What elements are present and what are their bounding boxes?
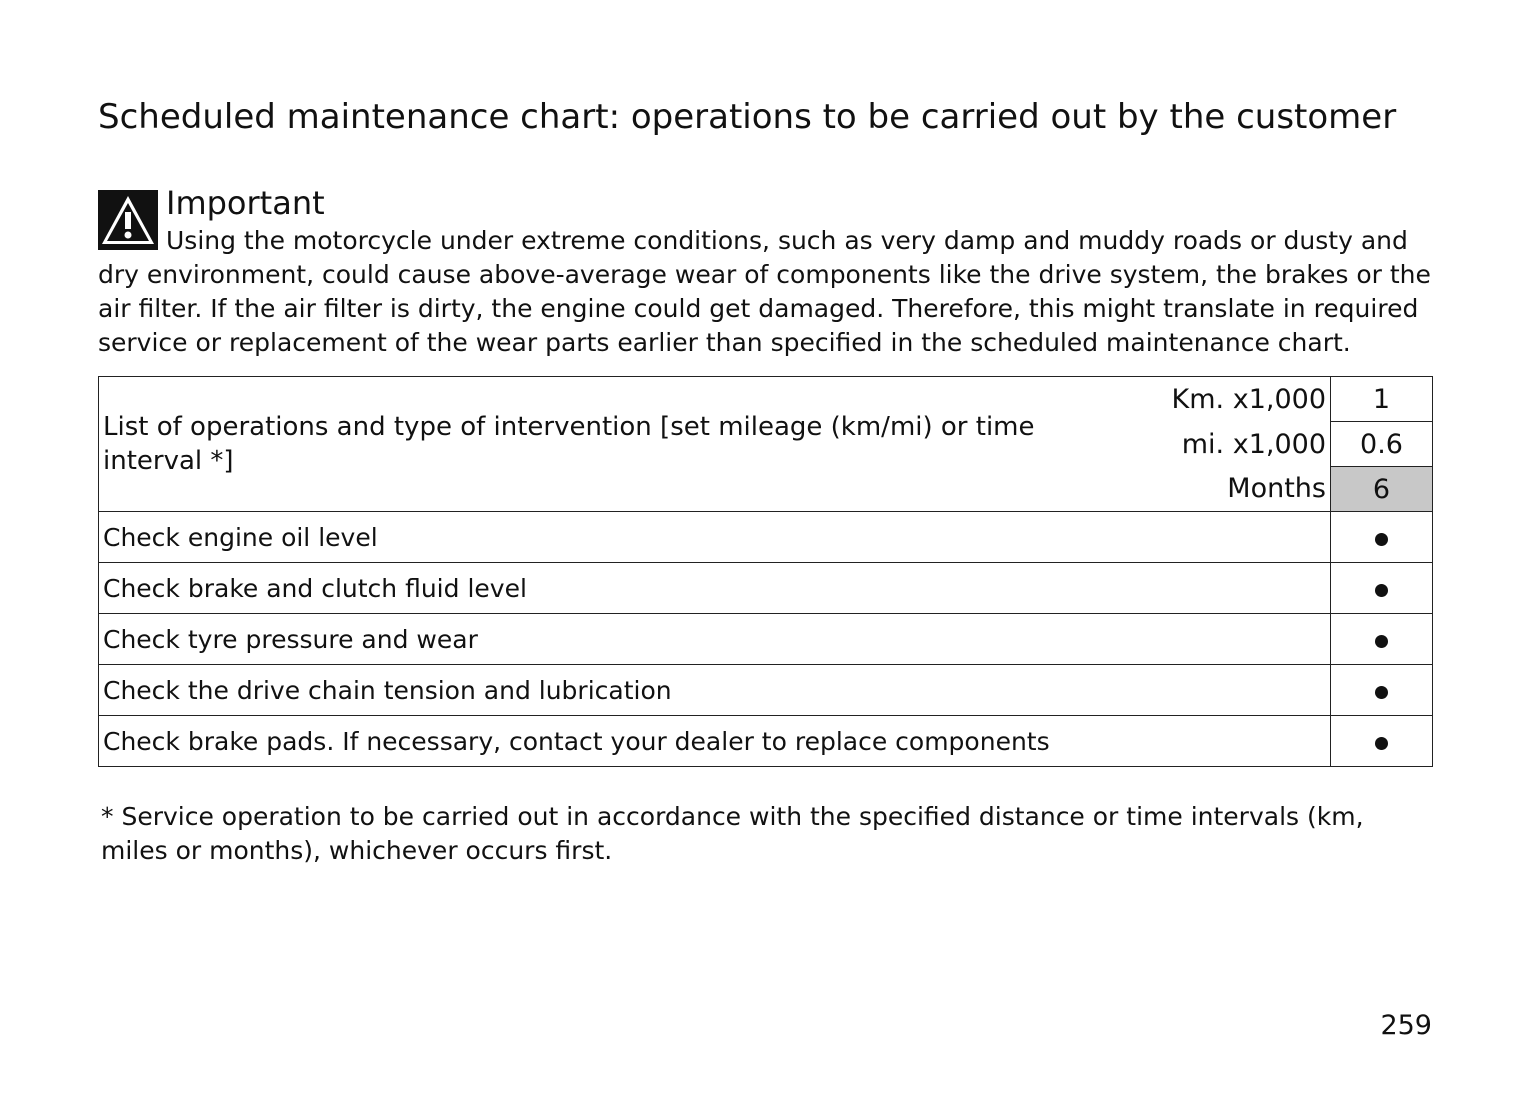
table-row — [99, 665, 1433, 716]
table-header-row — [99, 377, 1433, 422]
operation-spacer — [1087, 563, 1331, 614]
table-row — [99, 716, 1433, 767]
maintenance-table — [98, 376, 1433, 767]
unit-value-mi: 0.6 — [1331, 422, 1433, 467]
important-note: Using the motorcycle under extreme conditions, such as very damp and muddy roads or dusty and dry environment, could cause above-average wear of components like the drive system, the brakes or the air filter. If the air filter is dirty, the engine could get damaged. Therefore, this might translate in required service or replacement of the wear parts earlier than specified in the scheduled maintenance chart. — [98, 226, 1431, 357]
unit-label-km: Km. x1,000 — [1087, 377, 1331, 422]
operation-label: Check the drive chain tension and lubrication — [99, 665, 1087, 716]
page-title: Scheduled maintenance chart: operations to be carried out by the customer — [98, 97, 1397, 137]
operation-spacer — [1087, 512, 1331, 563]
unit-value-months: 6 — [1331, 467, 1433, 512]
operation-label: Check engine oil level — [99, 512, 1087, 563]
operation-spacer — [1087, 716, 1331, 767]
operation-label: Check brake and clutch fluid level — [99, 563, 1087, 614]
footnote: * Service operation to be carried out in accordance with the specified distance or time intervals (km, miles or months), whichever occurs first. — [101, 802, 1364, 865]
page-number: 259 — [1380, 1010, 1432, 1041]
table-row — [99, 512, 1433, 563]
bullet-dot-icon — [1375, 635, 1388, 648]
bullet-dot-icon — [1375, 533, 1388, 546]
table-row — [99, 563, 1433, 614]
operation-spacer — [1087, 614, 1331, 665]
operation-spacer — [1087, 665, 1331, 716]
operation-mark — [1331, 665, 1433, 716]
bullet-dot-icon — [1375, 584, 1388, 597]
unit-label-mi: mi. x1,000 — [1087, 422, 1331, 467]
unit-label-months: Months — [1087, 467, 1331, 512]
bullet-dot-icon — [1375, 686, 1388, 699]
operation-mark — [1331, 716, 1433, 767]
operation-mark — [1331, 512, 1433, 563]
table-header-label: List of operations and type of intervention [set mileage (km/mi) or time interval *] — [99, 377, 1087, 512]
bullet-dot-icon — [1375, 737, 1388, 750]
operation-label: Check tyre pressure and wear — [99, 614, 1087, 665]
operation-mark — [1331, 563, 1433, 614]
table-row — [99, 614, 1433, 665]
operation-label: Check brake pads. If necessary, contact your dealer to replace components — [99, 716, 1087, 767]
unit-value-km: 1 — [1331, 377, 1433, 422]
operation-mark — [1331, 614, 1433, 665]
important-label: Important — [166, 184, 325, 222]
